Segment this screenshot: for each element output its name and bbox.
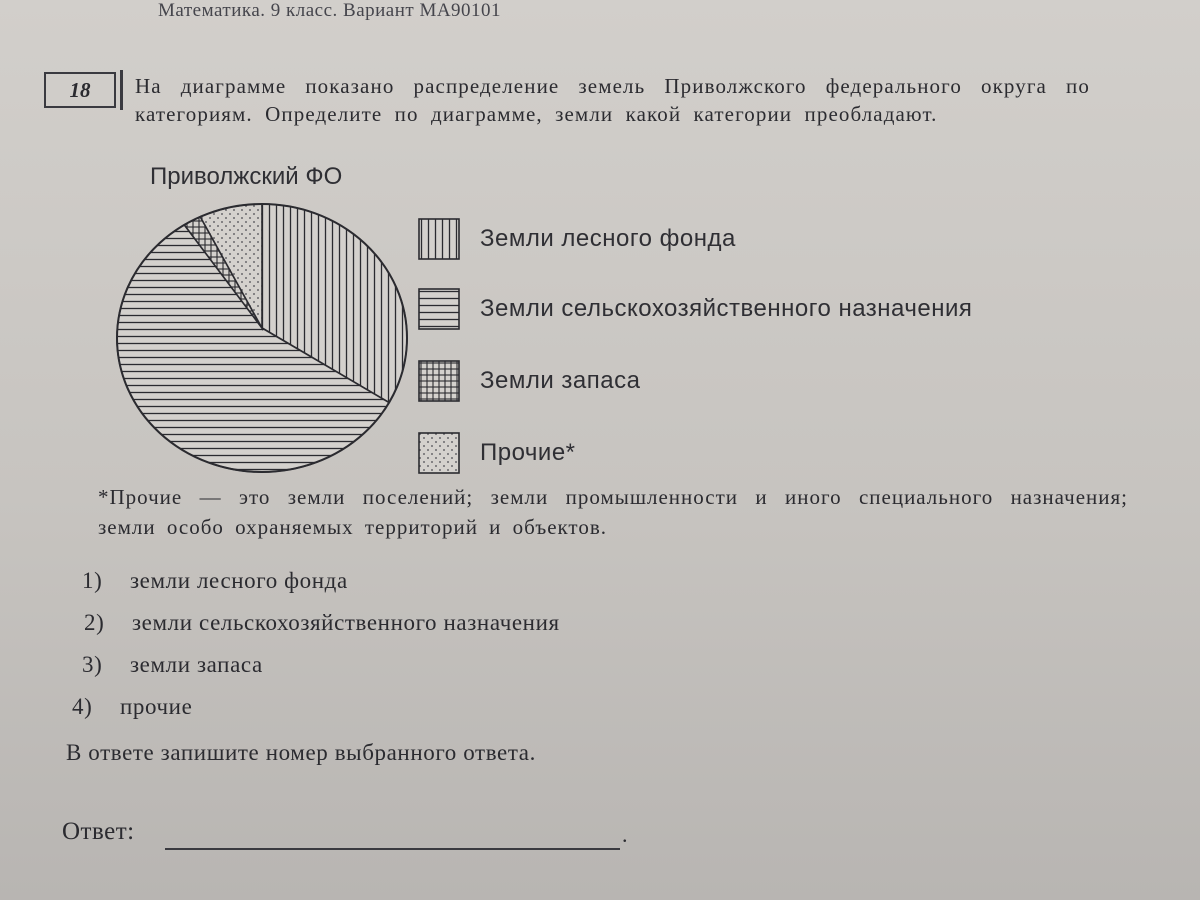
answer-label: Ответ: xyxy=(62,818,135,845)
answer-option-3[interactable] xyxy=(82,652,263,678)
legend-swatch-3 xyxy=(418,360,460,402)
task-number-box xyxy=(44,72,116,108)
option-number: 1) xyxy=(82,568,103,593)
option-text: земли запаса xyxy=(130,652,263,677)
chart-title: Приволжский ФО xyxy=(150,163,343,190)
option-text: земли лесного фонда xyxy=(130,568,348,593)
option-number: 4) xyxy=(72,694,93,719)
legend-item-4 xyxy=(418,429,576,477)
answer-period: . xyxy=(622,822,628,847)
option-text: земли сельскохозяйственного назначения xyxy=(132,610,560,635)
legend-label: Прочие* xyxy=(480,439,576,466)
pie-chart xyxy=(112,200,412,476)
legend-swatch-4 xyxy=(418,432,460,474)
legend-label: Земли лесного фонда xyxy=(480,225,736,252)
question-text: На диаграмме показано распределение земель Приволжского федерального округа по категориям. Определите по диаграмме, земли какой категории преобладают. xyxy=(135,74,1090,126)
page-header: Математика. 9 класс. Вариант МА90101 xyxy=(158,0,502,21)
task-number: 18 xyxy=(69,77,91,102)
option-number: 2) xyxy=(84,610,105,635)
answer-option-1[interactable] xyxy=(82,568,348,594)
legend-swatch-2 xyxy=(418,288,460,330)
legend-item-3 xyxy=(418,357,640,405)
legend-label: Земли запаса xyxy=(480,367,641,394)
legend-label: Земли сельскохозяйственного назначения xyxy=(480,295,973,322)
answer-option-2[interactable] xyxy=(84,610,560,636)
legend-item-1 xyxy=(418,215,736,263)
answer-option-4[interactable] xyxy=(72,694,192,720)
answer-field[interactable] xyxy=(165,848,620,850)
option-text: прочие xyxy=(120,694,193,719)
task-number-divider xyxy=(120,70,123,110)
legend-item-2 xyxy=(418,285,972,333)
legend-swatch-1 xyxy=(418,218,460,260)
answer-instruction: В ответе запишите номер выбранного ответа. xyxy=(66,740,536,765)
footnote: *Прочие — это земли поселений; земли промышленности и иного специального назначения; земли особо охраняемых территорий и объектов. xyxy=(98,485,1128,539)
option-number: 3) xyxy=(82,652,103,677)
pie-slices xyxy=(117,204,407,472)
